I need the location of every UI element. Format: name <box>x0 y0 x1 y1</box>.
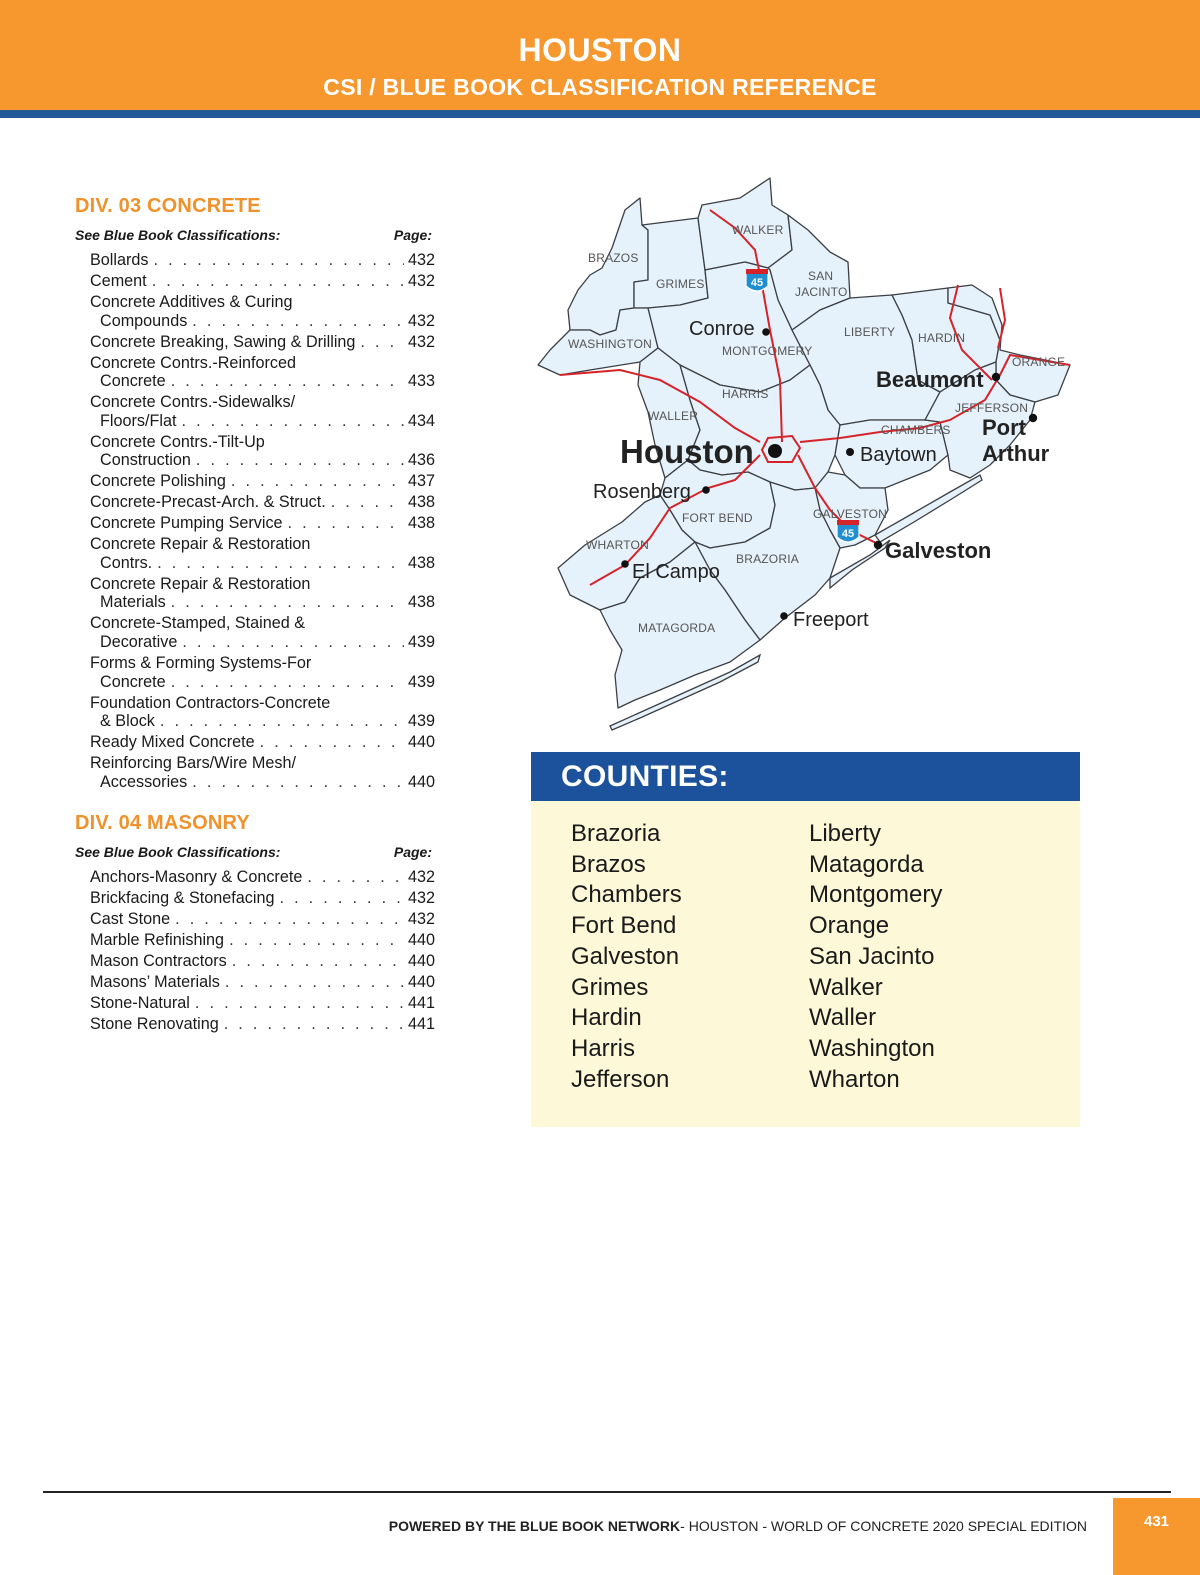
interstate-shield-south <box>837 520 859 542</box>
dot-leader <box>255 733 404 752</box>
interstate-label-north: 45 <box>750 277 764 289</box>
classification-list <box>75 195 435 1036</box>
county-label-san-jacinto-1: SAN <box>808 269 834 283</box>
entry-row <box>90 251 435 270</box>
dot-leader <box>152 554 404 573</box>
entry-label-line: Ready Mixed Concrete <box>90 733 255 752</box>
entry-page-number: 432 <box>407 867 435 886</box>
entry-row <box>90 493 435 512</box>
county-label-waller: WALLER <box>648 409 699 423</box>
entry-row <box>90 773 435 792</box>
county-name: Brazoria <box>571 820 661 847</box>
county-label-brazos: BRAZOS <box>588 251 639 265</box>
entry-label-line: Decorative <box>100 632 178 651</box>
county-name: Orange <box>809 912 890 940</box>
entry-page-number: 437 <box>407 472 435 491</box>
dot-leader <box>219 1015 404 1034</box>
entry-page-number: 439 <box>407 672 435 691</box>
county-label-liberty: LIBERTY <box>844 325 896 339</box>
entry-label-line: Contrs. <box>100 553 153 572</box>
entry-label-line: Construction <box>100 451 191 470</box>
city-dot-beaumont <box>992 373 1000 381</box>
entry-row <box>90 333 435 352</box>
county-name: Fort Bend <box>571 912 677 940</box>
city-label-conroe: Conroe <box>689 318 755 340</box>
classification-entry <box>90 1015 435 1034</box>
county-name: Grimes <box>571 973 649 1001</box>
city-label-freeport: Freeport <box>793 609 869 631</box>
county-label-wharton: WHARTON <box>586 538 649 552</box>
page-number: 431 <box>1113 1498 1200 1575</box>
classification-entry <box>90 535 435 572</box>
county-name: Montgomery <box>809 881 943 909</box>
div03-see-row <box>75 221 435 245</box>
dot-leader <box>220 973 404 992</box>
county-name: Harris <box>571 1034 635 1062</box>
entry-page-number: 441 <box>407 1014 435 1033</box>
entry-row <box>90 312 435 331</box>
county-name: Matagorda <box>809 850 924 878</box>
dot-leader <box>302 868 404 887</box>
classification-entry <box>90 910 435 929</box>
entry-page-number: 432 <box>407 888 435 907</box>
dot-leader <box>187 312 404 331</box>
county-label-chambers: CHAMBERS <box>881 423 951 437</box>
map-svg <box>530 170 1090 740</box>
entry-page-number: 434 <box>407 411 435 430</box>
entry-label-line: Concrete Contrs.-Sidewalks/ <box>90 393 296 412</box>
city-dot-galveston <box>874 541 882 549</box>
entry-label-line: Stone Renovating <box>90 1014 219 1033</box>
dot-leader <box>147 272 404 291</box>
section-spacer <box>75 794 435 812</box>
entry-row <box>90 952 435 971</box>
entry-label-line: Concrete <box>100 372 166 391</box>
classification-entry <box>90 272 435 291</box>
dot-leader <box>191 451 404 470</box>
entry-row <box>90 973 435 992</box>
dot-leader <box>176 412 404 431</box>
county-name: Jefferson <box>571 1065 670 1093</box>
classification-entry <box>90 931 435 950</box>
city-label-port-arthur-1: Port <box>982 415 1026 440</box>
county-name: Wharton <box>809 1065 900 1093</box>
county-label-jefferson: JEFFERSON <box>955 401 1029 415</box>
classification-entry <box>90 433 435 470</box>
entry-page-number: 433 <box>407 372 435 391</box>
dot-leader <box>326 493 404 512</box>
classification-entry <box>90 952 435 971</box>
entry-page-number: 439 <box>407 712 435 731</box>
county-label-montgomery: MONTGOMERY <box>722 344 813 358</box>
entry-label-line: Concrete Additives & Curing <box>90 292 293 311</box>
entry-row <box>90 868 435 887</box>
div03-see-label: See Blue Book Classifications: <box>75 227 281 243</box>
entry-label-line: Cement <box>90 271 147 290</box>
entry-row <box>90 633 435 652</box>
entry-page-number: 439 <box>407 632 435 651</box>
entry-row <box>90 889 435 908</box>
entry-label-line: Floors/Flat <box>100 411 177 430</box>
city-dot-el-campo <box>621 560 629 568</box>
entry-row <box>90 451 435 470</box>
counties-heading: COUNTIES: <box>531 752 1080 801</box>
page-title: HOUSTON <box>518 32 682 68</box>
classification-entry <box>90 654 435 691</box>
entry-label-line: Concrete <box>100 672 166 691</box>
counties-columns <box>571 819 1047 1095</box>
div03-heading: DIV. 03 CONCRETE <box>75 195 261 217</box>
entry-page-number: 440 <box>407 733 435 752</box>
counties-panel <box>531 752 1080 1127</box>
entry-row <box>90 673 435 692</box>
dot-leader <box>355 333 404 352</box>
header-rule <box>0 110 1200 118</box>
dot-leader <box>166 593 404 612</box>
dot-leader <box>170 910 404 929</box>
interstate-label-south: 45 <box>841 528 855 540</box>
counties-column-2 <box>809 819 1047 1095</box>
county-label-washington: WASHINGTON <box>568 337 653 351</box>
entry-page-number: 436 <box>407 451 435 470</box>
entry-page-number: 438 <box>407 553 435 572</box>
entry-label-line: Concrete-Precast-Arch. & Struct. <box>90 493 326 512</box>
county-name: Liberty <box>809 820 882 847</box>
county-name: Waller <box>809 1004 877 1032</box>
city-label-galveston: Galveston <box>885 538 992 563</box>
city-dot-baytown <box>846 448 854 456</box>
dot-leader <box>227 952 404 971</box>
div04-page-label: Page: <box>393 843 432 860</box>
county-name: Brazos <box>571 850 646 878</box>
entry-page-number: 440 <box>407 930 435 949</box>
entry-page-number: 441 <box>407 993 435 1012</box>
county-label-orange: ORANGE <box>1012 355 1066 369</box>
entry-row <box>90 554 435 573</box>
dot-leader <box>274 889 404 908</box>
entry-row <box>90 472 435 491</box>
entry-label-line: Masons’ Materials <box>90 972 220 991</box>
entry-label-line: Brickfacing & Stonefacing <box>90 888 275 907</box>
city-dot-conroe <box>762 328 770 336</box>
div03-page-label: Page: <box>393 227 432 243</box>
county-name: Chambers <box>571 881 682 909</box>
classification-entry <box>90 575 435 612</box>
entry-label-line: Anchors-Masonry & Concrete <box>90 867 303 886</box>
entry-row <box>90 412 435 431</box>
div03-entries <box>75 245 435 791</box>
entry-label-line: Concrete-Stamped, Stained & <box>90 614 306 633</box>
entry-label-line: Marble Refinishing <box>90 930 225 949</box>
entry-page-number: 432 <box>407 909 435 928</box>
entry-page-number: 440 <box>407 772 435 791</box>
entry-page-number: 438 <box>407 593 435 612</box>
entry-page-number: 432 <box>407 311 435 330</box>
classification-entry <box>90 354 435 391</box>
city-label-port-arthur-2: Arthur <box>982 441 1050 466</box>
footer-edition: - HOUSTON - WORLD OF CONCRETE 2020 SPECIAL EDITION <box>680 1518 1087 1534</box>
dot-leader <box>283 514 404 533</box>
page-header <box>0 0 1200 110</box>
classification-entry <box>90 868 435 887</box>
entry-label-line: Mason Contractors <box>90 951 227 970</box>
city-dot-houston <box>768 444 782 458</box>
city-dot-freeport <box>780 612 788 620</box>
dot-leader <box>166 673 404 692</box>
entry-label-line: Stone-Natural <box>90 993 190 1012</box>
footer-text <box>0 1518 1087 1534</box>
entry-label-line: Concrete Contrs.-Tilt-Up <box>90 432 265 451</box>
entry-page-number: 438 <box>407 493 435 512</box>
entry-row <box>90 514 435 533</box>
entry-page-number: 432 <box>407 332 435 351</box>
dot-leader <box>190 994 404 1013</box>
entry-row <box>90 931 435 950</box>
city-label-rosenberg: Rosenberg <box>593 481 691 503</box>
entry-row <box>90 593 435 612</box>
city-dot-rosenberg <box>702 486 710 494</box>
county-label-hardin: HARDIN <box>918 331 966 345</box>
dot-leader <box>224 931 404 950</box>
entry-label-line: Concrete Repair & Restoration <box>90 574 311 593</box>
classification-entry <box>90 393 435 430</box>
interstate-shield-north <box>746 269 768 291</box>
classification-entry <box>90 733 435 752</box>
entry-label-line: Concrete Polishing <box>90 472 226 491</box>
entry-row <box>90 272 435 291</box>
entry-label-line: Compounds <box>100 311 188 330</box>
classification-entry <box>90 614 435 651</box>
dot-leader <box>187 773 404 792</box>
county-label-matagorda: MATAGORDA <box>638 621 716 635</box>
entry-row <box>90 1015 435 1034</box>
entry-label-line: Concrete Pumping Service <box>90 514 283 533</box>
county-label-grimes: GRIMES <box>656 277 705 291</box>
footer-powered: POWERED BY THE BLUE BOOK NETWORK <box>388 1518 681 1534</box>
entry-label-line: Concrete Repair & Restoration <box>90 535 311 554</box>
counties-column-1 <box>571 819 809 1095</box>
entry-page-number: 440 <box>407 972 435 991</box>
entry-label-line: Bollards <box>90 251 149 269</box>
entry-label-line: & Block <box>100 712 155 731</box>
entry-row <box>90 712 435 731</box>
classification-entry <box>90 493 435 512</box>
entry-page-number: 440 <box>407 951 435 970</box>
county-label-brazoria: BRAZORIA <box>736 552 799 566</box>
entry-label-line: Concrete Contrs.-Reinforced <box>90 353 297 372</box>
entry-row <box>90 910 435 929</box>
classification-entry <box>90 994 435 1013</box>
entry-label-line: Foundation Contractors-Concrete <box>90 693 331 712</box>
classification-entry <box>90 333 435 352</box>
classification-entry <box>90 754 435 791</box>
classification-entry <box>90 973 435 992</box>
entry-page-number: 432 <box>407 251 435 269</box>
entry-label-line: Materials <box>100 593 166 612</box>
county-name: Hardin <box>571 1004 642 1032</box>
county-label-fort-bend: FORT BEND <box>682 511 753 525</box>
county-name: Walker <box>809 973 883 1001</box>
page-subtitle: CSI / BLUE BOOK CLASSIFICATION REFERENCE <box>323 74 877 100</box>
entry-row <box>90 372 435 391</box>
entry-row <box>90 733 435 752</box>
county-label-walker: WALKER <box>732 223 784 237</box>
div04-entries <box>75 862 435 1033</box>
entry-page-number: 438 <box>407 514 435 533</box>
classification-entry <box>90 251 435 270</box>
classification-entry <box>90 293 435 330</box>
city-label-el-campo: El Campo <box>632 561 720 583</box>
dot-leader <box>155 712 404 731</box>
city-dot-port-arthur <box>1029 414 1037 422</box>
classification-entry <box>90 694 435 731</box>
entry-label-line: Cast Stone <box>90 909 171 928</box>
classification-entry <box>90 514 435 533</box>
city-label-houston: Houston <box>620 433 754 470</box>
county-name: Washington <box>809 1034 935 1062</box>
county-label-san-jacinto-2: JACINTO <box>795 285 848 299</box>
entry-label-line: Forms & Forming Systems-For <box>90 653 312 672</box>
county-label-harris: HARRIS <box>722 387 769 401</box>
classification-entry <box>90 472 435 491</box>
county-name: San Jacinto <box>809 942 935 970</box>
city-label-beaumont: Beaumont <box>876 367 984 392</box>
div04-see-label: See Blue Book Classifications: <box>75 843 281 860</box>
entry-label-line: Accessories <box>100 772 188 791</box>
city-label-baytown: Baytown <box>860 444 937 466</box>
div04-heading: DIV. 04 MASONRY <box>75 811 250 834</box>
entry-label-line: Reinforcing Bars/Wire Mesh/ <box>90 754 297 773</box>
dot-leader <box>226 472 404 491</box>
entry-row <box>90 994 435 1013</box>
dot-leader <box>177 633 404 652</box>
entry-label-line: Concrete Breaking, Sawing & Drilling <box>90 332 356 351</box>
div04-see-row <box>75 838 435 862</box>
houston-region-map <box>530 170 1090 740</box>
county-label-galveston: GALVESTON <box>813 507 888 521</box>
entry-page-number: 432 <box>407 271 435 290</box>
classification-entry <box>90 889 435 908</box>
county-name: Galveston <box>571 942 680 970</box>
dot-leader <box>166 372 404 391</box>
footer-rule <box>43 1491 1171 1493</box>
dot-leader <box>148 251 404 270</box>
